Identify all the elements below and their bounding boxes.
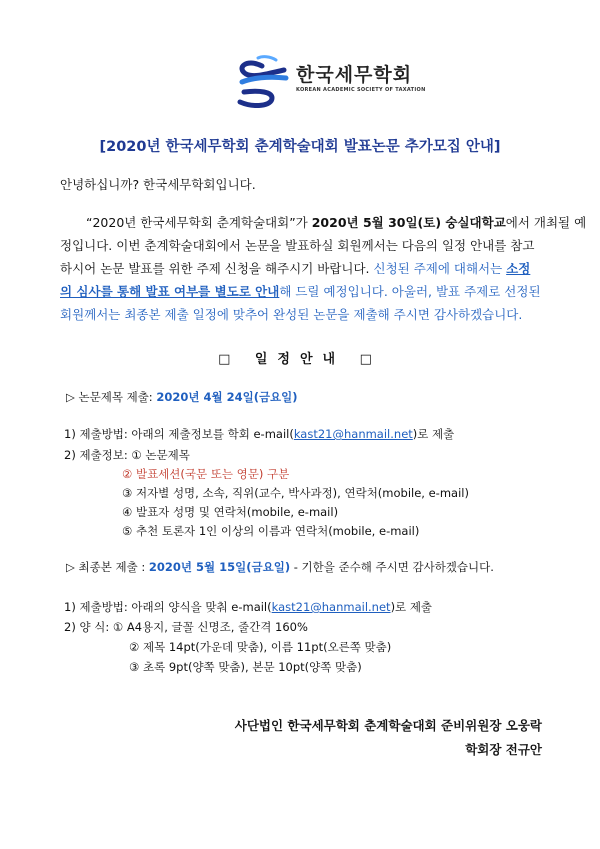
email-link[interactable]: kast21@hanmail.net <box>293 427 413 441</box>
society-name-ko: 한국세무학회 <box>296 64 413 86</box>
document-title: [2020년 한국세무학회 춘계학술대회 발표논문 추가모집 안내] <box>99 139 501 155</box>
sec1-method-text: 1) 제출방법: 아래의 제출정보를 학회 e-mail( <box>64 427 294 441</box>
email-link[interactable]: kast21@hanmail.net <box>271 600 391 614</box>
highlight-text-bold: 의 심사를 통해 발표 여부를 별도로 안내 <box>60 284 280 299</box>
signature-chair: 사단법인 한국세무학회 춘계학술대회 준비위원장 오웅락 <box>234 718 542 733</box>
highlight-text: 해 드릴 예정입니다. 아울러, 발표 주제로 선정된 <box>279 284 541 299</box>
event-date-venue: 2020년 5월 30일(토) 숭실대학교 <box>311 215 506 230</box>
sec1-info-1: 2) 제출정보: ① 논문제목 <box>64 448 190 462</box>
sec2-format-2: ② 제목 14pt(가운데 맞춤), 이름 11pt(오른쪽 맞춤) <box>129 640 392 654</box>
sec1-label: ▷ 논문제목 제출: <box>66 390 157 404</box>
sec1-deadline <box>66 389 298 405</box>
sec2-method-text: )로 제출 <box>390 600 433 614</box>
sec2-note: - 기한을 준수해 주시면 감사하겠습니다. <box>290 560 494 574</box>
schedule-heading: □ 일정안내 □ <box>218 352 382 367</box>
sec1-date: 2020년 4월 24일(금요일) <box>156 390 298 404</box>
sec1-method <box>64 426 454 442</box>
body-line-5: 회원께서는 최종본 제출 일정에 맞추어 완성된 논문을 제출해 주시면 감사하겠습니다. <box>60 307 523 322</box>
body-text: 에서 개최될 예 <box>505 215 587 230</box>
sec1-method-text: )로 제출 <box>412 427 455 441</box>
sec1-info-3: ③ 저자별 성명, 소속, 직위(교수, 박사과정), 연락처(mobile, e-mail) <box>122 486 469 500</box>
sec1-info-4: ④ 발표자 성명 및 연락처(mobile, e-mail) <box>122 505 339 519</box>
signature-president: 학회장 전규안 <box>465 742 542 757</box>
sec2-format-1: 2) 양 식: ① A4용지, 글꼴 신명조, 줄간격 160% <box>64 620 308 634</box>
body-text: “2020년 한국세무학회 춘계학술대회”가 <box>86 215 312 230</box>
body-text: 하시어 논문 발표를 위한 주제 신청을 해주시기 바랍니다. <box>60 261 374 276</box>
sec1-info-5: ⑤ 추천 토론자 1인 이상의 이름과 연락처(mobile, e-mail) <box>122 524 420 538</box>
sec2-label: ▷ 최종본 제출 : <box>66 560 149 574</box>
body-line-1 <box>86 214 586 233</box>
sec2-method <box>64 599 432 615</box>
body-line-2: 정입니다. 이번 춘계학술대회에서 논문을 발표하실 회원께서는 다음의 일정 안내를 참고 <box>60 238 535 253</box>
sec1-info-2: ② 발표세션(국문 또는 영문) 구분 <box>122 467 290 481</box>
body-line-3 <box>60 260 530 279</box>
sec2-date: 2020년 5월 15일(금요일) <box>148 560 291 574</box>
society-name-en: KOREAN ACADEMIC SOCIETY OF TAXATION <box>296 87 426 93</box>
body-line-4 <box>60 283 541 302</box>
highlight-text: 신청된 주제에 대해서는 <box>373 261 507 276</box>
highlight-text-bold: 소정 <box>506 261 531 276</box>
sec2-format-3: ③ 초록 9pt(양쪽 맞춤), 본문 10pt(양쪽 맞춤) <box>129 660 362 674</box>
sec2-method-text: 1) 제출방법: 아래의 양식을 맞춰 e-mail( <box>64 600 272 614</box>
sec2-deadline <box>66 559 494 575</box>
greeting: 안녕하십니까? 한국세무학회입니다. <box>60 177 256 192</box>
